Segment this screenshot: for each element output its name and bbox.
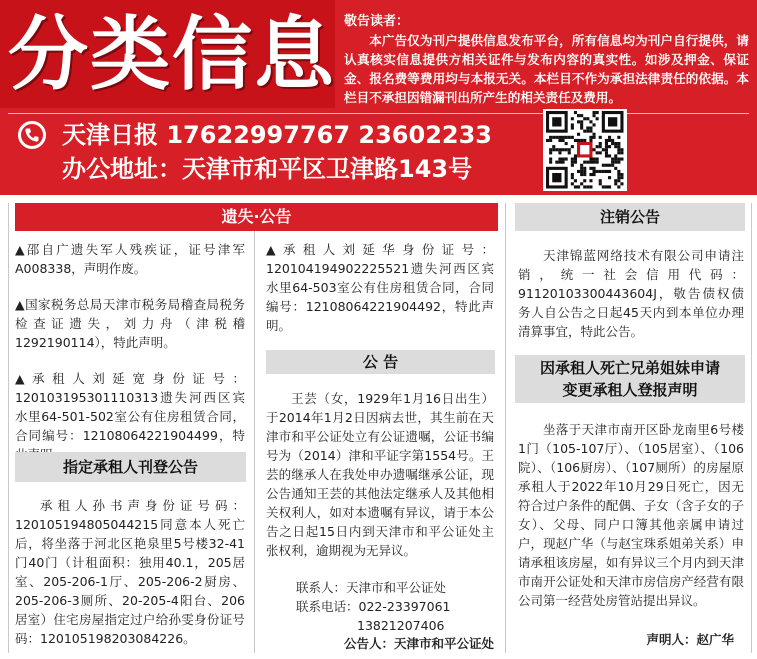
col1-item-1: ▲邵自广遗失军人残疾证，证号津军A008338，声明作废。 bbox=[15, 242, 245, 276]
reader-notice-title: 敬告读者： bbox=[344, 14, 410, 29]
reader-notice bbox=[344, 12, 749, 107]
office-address-line: 办公地址：天津市和平区卫津路143号 bbox=[62, 155, 473, 183]
section-logo: 分类信息 bbox=[8, 8, 336, 101]
reader-notice-body: 本广告仅为刊户提供信息发布平台，所有信息均为刊户自行提供，请认真核实信息提供方相关证件与发布内容的真实性。如涉及押金、保证金、报名费等费用均与本报无关。本栏目不作为承担法律责任的依据。本栏目不承担因错漏刊出所产生的相关责任及费用。 bbox=[344, 33, 749, 105]
tenant-change-body: 坐落于天津市南开区卧龙南里6号楼1门（105-107厅）、（105居室）、（106院）、（106厨房）、（107厕所）的房屋原承租人于2022年10月29日死亡，因无符合过户条件的配偶、子女（含子女的子女）、父母、同户口簿其他亲属申请过户，现赵广华（与赵宝珠系姐弟关系）申请承租该房屋，如有异议三个月内到天津市南开公证处和天津市房信房产经营有限公司第一经营处房管站提出异议。 bbox=[518, 422, 744, 608]
header-divider bbox=[8, 113, 749, 114]
header-banner bbox=[0, 0, 757, 195]
contact-phone: 联系电话：022-23397061 bbox=[296, 599, 451, 614]
phone-icon bbox=[18, 121, 46, 149]
contact-person: 联系人：天津市和平公证处 bbox=[296, 580, 447, 595]
deregistration-notice-body: 天津锦蓝网络技术有限公司申请注销，统一社会信用代码：91120103300443604J，敬告债权债务人自公告之日起45天内到本单位办理清算事宜，特此公告。 bbox=[518, 248, 744, 339]
col1-item-2: ▲国家税务总局天津市税务局稽查局税务检查证遗失，刘力舟（津税稽1292190114），特此声明。 bbox=[15, 297, 245, 350]
announcer-signature: 公告人：天津市和平公证处 bbox=[343, 636, 494, 651]
loss-notice-header: 遗失·公告 bbox=[15, 203, 498, 231]
col1-item-3: ▲承租人刘延宽身份证号：120103195301110313遗失河西区宾水里64-501-502室公有住房租赁合同，合同编号：12108064221904499，特 bbox=[15, 371, 245, 443]
frame-line-right bbox=[751, 203, 752, 653]
frame-line-left bbox=[8, 203, 9, 653]
qr-code bbox=[543, 109, 627, 191]
col2-item-1: ▲承租人刘延华身份证号：120104194902225521遗失河西区宾水里64-503室公有住房租赁合同，合同编号：12108064221904492，特此声明。 bbox=[266, 242, 494, 333]
declarant-signature: 声明人：赵广华 bbox=[646, 632, 734, 647]
tenant-change-title-line1: 因承租人死亡兄弟姐妹申请 bbox=[539, 359, 720, 377]
deregistration-notice-header: 注销公告 bbox=[515, 203, 745, 231]
contact-phone-mobile: 13821207406 bbox=[357, 618, 445, 633]
designate-tenant-header: 指定承租人刊登公告 bbox=[15, 452, 246, 482]
tenant-change-header bbox=[515, 355, 745, 403]
gazette-notice-body: 王芸（女，1929年1月16日出生）于2014年1月2日因病去世，其生前在天津市和平公证处立有公证遗嘱，公证书编号为（2014）津和平证字第1554号。王芸的继承人在我处申办遗嘱继承公证，现公告通知王芸的其他法定继承人及其他相关权利人，如对本遗嘱有异议，请于本公告之日起15日内到天津市和平公证处主张权利，逾期视为无异议。 bbox=[266, 391, 494, 558]
designate-tenant-body: 承租人孙书声身份证号码：120105194805044215同意本人死亡后，将坐落于河北区艳泉里5号楼32-41门40门（计租面积：独用40.1，205居室、205-206-1厅、205-206-2厨房、205-206-3厕所、20-205-4阳台、206居室）住宅房屋指定过户给孙雯身份证号码：120105198203084226。 bbox=[15, 498, 245, 646]
tenant-change-title-line2: 变更承租人登报声明 bbox=[562, 381, 698, 399]
column-divider-2 bbox=[505, 203, 506, 653]
gazette-notice-header: 公 告 bbox=[266, 350, 495, 374]
column-divider-1 bbox=[254, 203, 255, 653]
contact-phone-line: 天津日报 17622997767 23602233 bbox=[62, 121, 492, 149]
